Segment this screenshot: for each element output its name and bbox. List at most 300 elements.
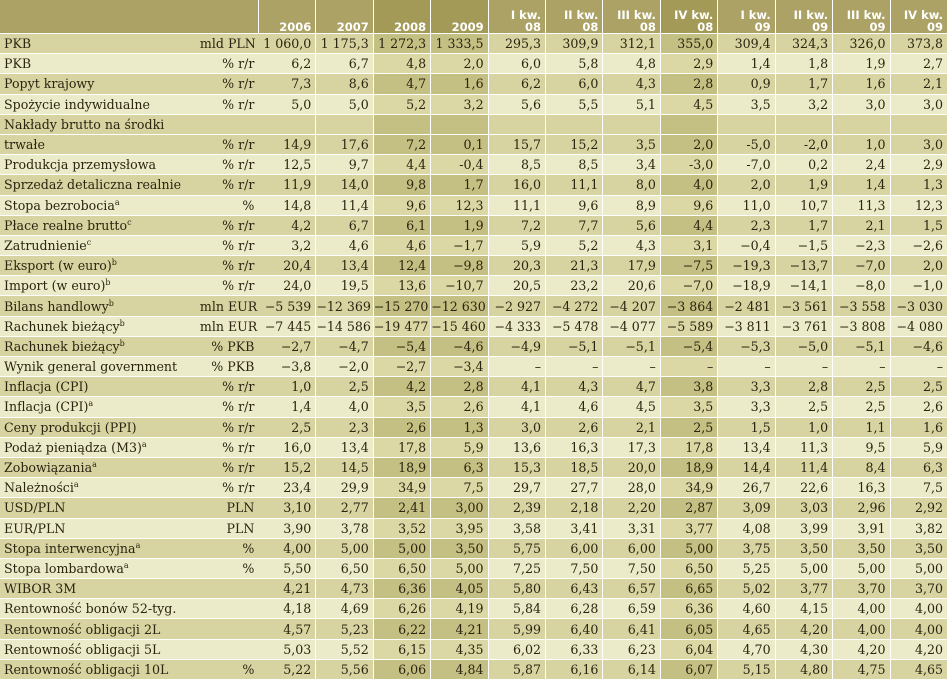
data-cell: 6,14 xyxy=(603,659,660,679)
row-label-text: Należności xyxy=(4,480,74,496)
data-cell: 1 272,3 xyxy=(373,34,430,54)
table-row xyxy=(0,478,948,498)
row-label xyxy=(0,457,200,477)
table-row xyxy=(0,336,948,356)
data-cell: 1 175,3 xyxy=(316,34,373,54)
data-cell: −14 586 xyxy=(316,316,373,336)
data-cell: 4,75 xyxy=(833,659,890,679)
data-cell: 0,1 xyxy=(431,134,488,154)
data-cell: −3,8 xyxy=(258,357,315,377)
data-cell: 17,3 xyxy=(603,437,660,457)
row-label-text: Rachunek bieżący xyxy=(4,318,120,334)
data-cell: 3,5 xyxy=(718,94,775,114)
data-cell: 4,00 xyxy=(833,599,890,619)
data-cell: 4,6 xyxy=(546,397,603,417)
row-unit: % xyxy=(200,659,258,679)
data-cell: – xyxy=(603,357,660,377)
table-row xyxy=(0,518,948,538)
row-label-text: Popyt krajowy xyxy=(4,76,95,92)
table-row xyxy=(0,114,948,134)
data-cell: −4,9 xyxy=(488,336,545,356)
table-row xyxy=(0,599,948,619)
data-cell: 5,2 xyxy=(546,235,603,255)
data-cell: 5,56 xyxy=(316,659,373,679)
data-cell: 4,3 xyxy=(546,377,603,397)
row-label-text: Podaż pieniądza (M3) xyxy=(4,439,142,455)
data-cell: 13,4 xyxy=(718,437,775,457)
data-cell: 4,20 xyxy=(775,619,832,639)
data-cell: 4,7 xyxy=(373,74,430,94)
data-cell xyxy=(890,114,947,134)
footnote-marker: b xyxy=(119,318,125,328)
data-cell: 4,0 xyxy=(660,175,717,195)
footnote-marker: a xyxy=(88,399,94,409)
data-cell: 11,1 xyxy=(546,175,603,195)
data-cell: 7,5 xyxy=(890,478,947,498)
row-label xyxy=(0,538,200,558)
data-cell: 1,1 xyxy=(833,417,890,437)
row-unit xyxy=(200,579,258,599)
column-header: I kw. 09 xyxy=(718,0,775,34)
data-cell xyxy=(603,114,660,134)
data-cell: 23,2 xyxy=(546,276,603,296)
table-row xyxy=(0,579,948,599)
data-cell: −3,4 xyxy=(431,357,488,377)
footnote-marker: a xyxy=(135,540,141,550)
row-label xyxy=(0,114,200,134)
data-cell: −7 445 xyxy=(258,316,315,336)
table-row xyxy=(0,538,948,558)
data-cell: 20,4 xyxy=(258,256,315,276)
data-cell: 9,6 xyxy=(660,195,717,215)
data-cell: 29,9 xyxy=(316,478,373,498)
data-cell: 6,65 xyxy=(660,579,717,599)
data-cell: −1,5 xyxy=(775,235,832,255)
data-cell: 8,5 xyxy=(546,155,603,175)
table-row xyxy=(0,34,948,54)
data-cell: 2,6 xyxy=(431,397,488,417)
data-cell: 17,9 xyxy=(603,256,660,276)
row-label xyxy=(0,599,200,619)
data-cell: 6,36 xyxy=(373,579,430,599)
data-cell: 20,5 xyxy=(488,276,545,296)
data-cell: 6,3 xyxy=(431,457,488,477)
row-label-text: Ceny produkcji (PPI) xyxy=(4,419,137,435)
data-cell: −5,1 xyxy=(546,336,603,356)
data-cell: −3 558 xyxy=(833,296,890,316)
data-cell: −13,7 xyxy=(775,256,832,276)
footnote-marker: a xyxy=(114,197,120,207)
data-cell: 2,7 xyxy=(890,54,947,74)
data-cell: 1,3 xyxy=(890,175,947,195)
data-cell: 4,3 xyxy=(603,74,660,94)
data-cell: 2,0 xyxy=(660,134,717,154)
row-label-text: Rentowność obligacji 10L xyxy=(4,661,169,677)
data-cell: 6,1 xyxy=(373,215,430,235)
data-cell: 326,0 xyxy=(833,34,890,54)
row-label-text: Eksport (w euro) xyxy=(4,258,112,274)
row-label-text: Rachunek bieżący xyxy=(4,338,120,354)
table-row xyxy=(0,155,948,175)
data-cell: – xyxy=(718,357,775,377)
row-label xyxy=(0,639,200,659)
data-cell: 309,9 xyxy=(546,34,603,54)
data-cell: −4 207 xyxy=(603,296,660,316)
data-cell: 7,7 xyxy=(546,215,603,235)
data-cell: -2,0 xyxy=(775,134,832,154)
data-cell: 295,3 xyxy=(488,34,545,54)
data-cell: 7,2 xyxy=(373,134,430,154)
data-cell: −2 927 xyxy=(488,296,545,316)
column-header: III kw. 09 xyxy=(833,0,890,34)
data-cell: 17,6 xyxy=(316,134,373,154)
data-cell: 4,21 xyxy=(431,619,488,639)
data-cell: 4,20 xyxy=(890,639,947,659)
column-header: 2008 xyxy=(373,0,430,34)
row-label xyxy=(0,336,200,356)
table-row xyxy=(0,357,948,377)
data-cell: −7,5 xyxy=(660,256,717,276)
data-cell: 3,41 xyxy=(546,518,603,538)
data-cell: −5,1 xyxy=(603,336,660,356)
data-cell: −15 270 xyxy=(373,296,430,316)
row-label-text: Rentowność bonów 52-tyg. xyxy=(4,601,177,617)
table-body xyxy=(0,34,948,680)
data-cell: −15 460 xyxy=(431,316,488,336)
data-cell xyxy=(488,114,545,134)
data-cell: 2,6 xyxy=(373,417,430,437)
row-label xyxy=(0,256,200,276)
data-cell: 3,3 xyxy=(718,377,775,397)
data-cell: 2,4 xyxy=(833,155,890,175)
data-cell: 3,77 xyxy=(775,579,832,599)
data-cell: 17,8 xyxy=(373,437,430,457)
data-cell: 15,2 xyxy=(258,457,315,477)
row-unit: % PKB xyxy=(200,336,258,356)
data-cell: 5,6 xyxy=(603,215,660,235)
data-cell: 27,7 xyxy=(546,478,603,498)
data-cell: 3,50 xyxy=(431,538,488,558)
data-cell: 6,2 xyxy=(488,74,545,94)
row-label xyxy=(0,74,200,94)
data-cell: 5,22 xyxy=(258,659,315,679)
data-cell: 4,15 xyxy=(775,599,832,619)
row-label xyxy=(0,437,200,457)
data-cell: 15,3 xyxy=(488,457,545,477)
table-row xyxy=(0,215,948,235)
row-label xyxy=(0,235,200,255)
data-cell: 5,50 xyxy=(258,558,315,578)
data-cell: 2,8 xyxy=(775,377,832,397)
data-cell: 6,59 xyxy=(603,599,660,619)
data-cell: 12,3 xyxy=(890,195,947,215)
data-cell: 5,00 xyxy=(775,558,832,578)
data-cell: 7,50 xyxy=(603,558,660,578)
data-cell: 2,5 xyxy=(660,417,717,437)
row-label xyxy=(0,498,200,518)
data-cell: – xyxy=(488,357,545,377)
header-label-spacer xyxy=(0,0,200,34)
data-cell: 2,5 xyxy=(833,377,890,397)
data-cell: 1,4 xyxy=(718,54,775,74)
row-label xyxy=(0,276,200,296)
data-cell: 6,22 xyxy=(373,619,430,639)
row-label xyxy=(0,417,200,437)
data-cell: −8,0 xyxy=(833,276,890,296)
data-cell: 6,41 xyxy=(603,619,660,639)
data-cell: 2,18 xyxy=(546,498,603,518)
data-cell: 4,1 xyxy=(488,397,545,417)
data-cell: 9,6 xyxy=(373,195,430,215)
data-cell: 4,80 xyxy=(775,659,832,679)
data-cell: 4,05 xyxy=(431,579,488,599)
data-cell: 4,2 xyxy=(373,377,430,397)
table-row xyxy=(0,256,948,276)
row-label xyxy=(0,54,200,74)
data-cell: 13,4 xyxy=(316,256,373,276)
row-label xyxy=(0,518,200,538)
row-label xyxy=(0,134,200,154)
data-cell: 5,9 xyxy=(488,235,545,255)
data-cell: 3,99 xyxy=(775,518,832,538)
data-cell: 4,4 xyxy=(373,155,430,175)
data-cell: 2,0 xyxy=(431,54,488,74)
data-cell: 11,1 xyxy=(488,195,545,215)
data-cell: 0,2 xyxy=(775,155,832,175)
table-row xyxy=(0,377,948,397)
data-cell: −10,7 xyxy=(431,276,488,296)
data-cell: 4,5 xyxy=(660,94,717,114)
data-cell: 8,5 xyxy=(488,155,545,175)
data-cell: 6,26 xyxy=(373,599,430,619)
data-cell: 5,1 xyxy=(603,94,660,114)
data-cell: 28,0 xyxy=(603,478,660,498)
data-cell: 5,6 xyxy=(488,94,545,114)
data-cell: 7,5 xyxy=(431,478,488,498)
row-unit: % xyxy=(200,558,258,578)
row-label-text: Zatrudnienie xyxy=(4,237,87,253)
footnote-marker: c xyxy=(127,217,132,227)
data-cell: 11,4 xyxy=(775,457,832,477)
footnote-marker: a xyxy=(73,480,79,490)
data-cell: −5,1 xyxy=(833,336,890,356)
data-cell: 29,7 xyxy=(488,478,545,498)
data-cell: -7,0 xyxy=(718,155,775,175)
data-cell: 4,08 xyxy=(718,518,775,538)
data-cell xyxy=(316,114,373,134)
data-cell: 2,77 xyxy=(316,498,373,518)
row-unit: % r/r xyxy=(200,155,258,175)
data-cell: 13,6 xyxy=(373,276,430,296)
row-unit: % r/r xyxy=(200,397,258,417)
data-cell: −4,6 xyxy=(431,336,488,356)
data-cell: 2,5 xyxy=(775,397,832,417)
row-label-text: EUR/PLN xyxy=(4,520,66,536)
data-cell: 312,1 xyxy=(603,34,660,54)
data-cell: 1,9 xyxy=(431,215,488,235)
footnote-marker: b xyxy=(108,298,114,308)
data-cell: 3,95 xyxy=(431,518,488,538)
data-cell: 6,50 xyxy=(373,558,430,578)
data-cell: 24,0 xyxy=(258,276,315,296)
data-cell: 20,0 xyxy=(603,457,660,477)
data-cell: 3,91 xyxy=(833,518,890,538)
data-cell: 3,0 xyxy=(890,134,947,154)
data-cell: 6,3 xyxy=(890,457,947,477)
data-cell: 16,3 xyxy=(833,478,890,498)
data-cell: 3,50 xyxy=(890,538,947,558)
data-cell: 1,9 xyxy=(833,54,890,74)
data-cell: 6,2 xyxy=(258,54,315,74)
data-cell: 5,0 xyxy=(316,94,373,114)
data-cell: 1,0 xyxy=(258,377,315,397)
row-label-text: Stopa interwencyjna xyxy=(4,540,136,556)
data-cell: 15,2 xyxy=(546,134,603,154)
data-cell: 2,9 xyxy=(660,54,717,74)
data-cell: 3,5 xyxy=(373,397,430,417)
data-cell: −2,7 xyxy=(258,336,315,356)
data-cell: -3,0 xyxy=(660,155,717,175)
data-cell: 1,3 xyxy=(431,417,488,437)
data-cell: 16,0 xyxy=(488,175,545,195)
row-label-text: Rentowność obligacji 2L xyxy=(4,621,161,637)
data-cell: 6,06 xyxy=(373,659,430,679)
data-cell: −4,6 xyxy=(890,336,947,356)
row-unit: % r/r xyxy=(200,215,258,235)
data-cell: – xyxy=(833,357,890,377)
data-cell: 12,5 xyxy=(258,155,315,175)
data-cell: −12 369 xyxy=(316,296,373,316)
data-cell: −7,0 xyxy=(833,256,890,276)
data-cell: 16,3 xyxy=(546,437,603,457)
row-unit: mld PLN xyxy=(200,34,258,54)
data-cell xyxy=(258,114,315,134)
data-cell: 3,0 xyxy=(890,94,947,114)
footnote-marker: c xyxy=(86,237,92,247)
data-cell: 1,0 xyxy=(833,134,890,154)
data-cell: 7,3 xyxy=(258,74,315,94)
data-cell: 11,4 xyxy=(316,195,373,215)
data-cell: 19,5 xyxy=(316,276,373,296)
data-cell: 3,5 xyxy=(660,397,717,417)
row-unit: % r/r xyxy=(200,437,258,457)
data-cell: 2,87 xyxy=(660,498,717,518)
data-cell: 4,00 xyxy=(258,538,315,558)
data-cell: −4 333 xyxy=(488,316,545,336)
data-cell: −5 539 xyxy=(258,296,315,316)
row-label xyxy=(0,357,200,377)
data-cell: 7,25 xyxy=(488,558,545,578)
row-unit: % r/r xyxy=(200,256,258,276)
data-cell xyxy=(431,114,488,134)
table-row xyxy=(0,195,948,215)
row-label xyxy=(0,215,200,235)
data-cell: -0,4 xyxy=(431,155,488,175)
data-cell: 355,0 xyxy=(660,34,717,54)
data-cell: −9,8 xyxy=(431,256,488,276)
row-unit: PLN xyxy=(200,498,258,518)
data-cell: 3,0 xyxy=(488,417,545,437)
data-cell: 4,4 xyxy=(660,215,717,235)
data-cell: −3 030 xyxy=(890,296,947,316)
data-cell: −1,7 xyxy=(431,235,488,255)
table-row xyxy=(0,659,948,679)
row-label-text: WIBOR 3M xyxy=(4,581,77,597)
data-cell: 4,0 xyxy=(316,397,373,417)
data-cell: 3,8 xyxy=(660,377,717,397)
row-label-text: Inflacja (CPI) xyxy=(4,379,89,395)
table-row xyxy=(0,558,948,578)
data-cell: 13,6 xyxy=(488,437,545,457)
data-cell: 1,4 xyxy=(258,397,315,417)
table-row xyxy=(0,134,948,154)
row-unit xyxy=(200,619,258,639)
data-cell: −5 478 xyxy=(546,316,603,336)
data-cell: 5,0 xyxy=(258,94,315,114)
data-cell: 6,15 xyxy=(373,639,430,659)
row-unit: % r/r xyxy=(200,74,258,94)
data-cell: 2,9 xyxy=(890,155,947,175)
data-cell: −19,3 xyxy=(718,256,775,276)
data-cell: 373,8 xyxy=(890,34,947,54)
data-cell: 6,50 xyxy=(660,558,717,578)
row-label xyxy=(0,316,200,336)
table-row xyxy=(0,457,948,477)
row-unit: mln EUR xyxy=(200,296,258,316)
row-label-text: Nakłady brutto na środki xyxy=(4,116,165,132)
data-cell: 8,0 xyxy=(603,175,660,195)
table-row xyxy=(0,54,948,74)
data-cell: 6,7 xyxy=(316,215,373,235)
data-cell: −2,6 xyxy=(890,235,947,255)
row-unit: mln EUR xyxy=(200,316,258,336)
column-header: 2009 xyxy=(431,0,488,34)
row-label-text: Spożycie indywidualne xyxy=(4,96,150,112)
data-cell: 3,2 xyxy=(775,94,832,114)
data-cell: 16,0 xyxy=(258,437,315,457)
footnote-marker: b xyxy=(119,338,125,348)
row-unit: % r/r xyxy=(200,457,258,477)
data-cell: 11,3 xyxy=(833,195,890,215)
data-cell: 13,4 xyxy=(316,437,373,457)
data-cell: 6,40 xyxy=(546,619,603,639)
row-unit xyxy=(200,639,258,659)
data-cell: 8,4 xyxy=(833,457,890,477)
data-cell: 6,07 xyxy=(660,659,717,679)
row-label-text: Płace realne brutto xyxy=(4,217,128,233)
row-label-text: Rentowność obligacji 5L xyxy=(4,641,161,657)
data-cell: 2,1 xyxy=(603,417,660,437)
table-row xyxy=(0,417,948,437)
data-cell xyxy=(718,114,775,134)
data-cell: 14,9 xyxy=(258,134,315,154)
data-cell: 3,00 xyxy=(431,498,488,518)
data-cell: 34,9 xyxy=(660,478,717,498)
data-cell: 2,39 xyxy=(488,498,545,518)
data-cell: 4,35 xyxy=(431,639,488,659)
data-cell: 18,9 xyxy=(660,457,717,477)
data-cell: 26,7 xyxy=(718,478,775,498)
data-cell xyxy=(660,114,717,134)
data-cell: −2 481 xyxy=(718,296,775,316)
row-unit: % r/r xyxy=(200,377,258,397)
data-cell: 0,9 xyxy=(718,74,775,94)
data-cell: – xyxy=(890,357,947,377)
data-cell: 4,6 xyxy=(316,235,373,255)
data-cell: 4,19 xyxy=(431,599,488,619)
table-row xyxy=(0,74,948,94)
data-cell: 4,1 xyxy=(488,377,545,397)
